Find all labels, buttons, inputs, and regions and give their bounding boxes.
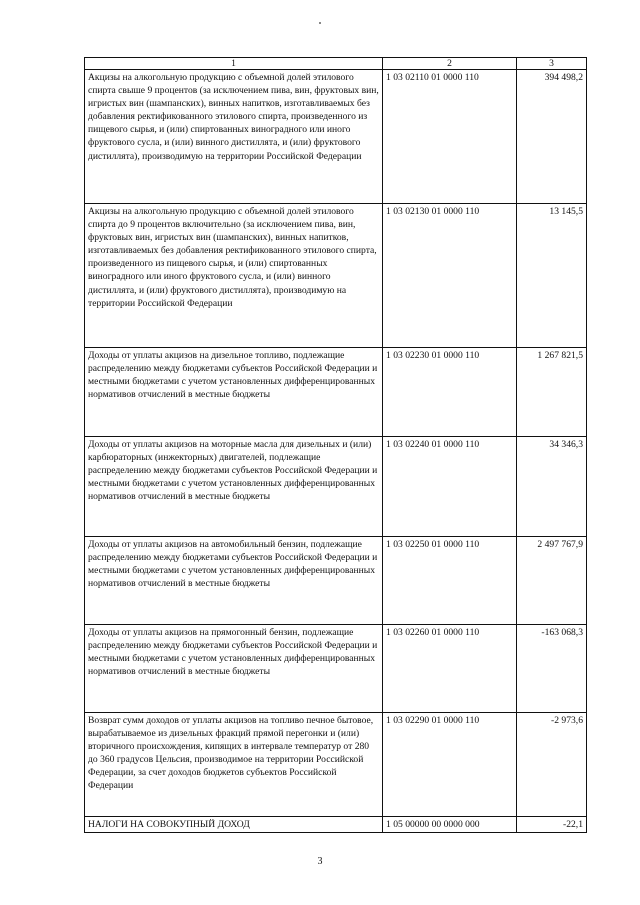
row-amount: 2 497 767,9 [517,537,587,625]
budget-revenue-table [84,57,587,833]
row-budget-code: 1 03 02240 01 0000 110 [383,437,517,537]
row-description: Акцизы на алкогольную продукцию с объемной долей этилового спирта свыше 9 процентов (за исключением пива, вин, фруктовых вин, игристых вин (шампанских), винных напитков, изготавливаемых без добавления ректификованного этилового спирта, произведенного из пищевого сырья, и (или) спиртованных виноградного или иного фруктового сусла, и (или) винного дистиллята, и (или) фруктового дистиллята), производимую на территории Российской Федерации [85,70,383,204]
table-row [85,537,587,625]
row-description: Доходы от уплаты акцизов на прямогонный бензин, подлежащие распределению между бюджетами субъектов Российской Федерации и местными бюджетами с учетом установленных дифференцированных нормативов отчислений в местные бюджеты [85,625,383,713]
table-row [85,70,587,204]
row-description: Возврат сумм доходов от уплаты акцизов на топливо печное бытовое, вырабатываемое из дизельных фракций прямой перегонки и (или) вторичного происхождения, кипящих в интервале температур от 280 до 360 градусов Цельсия, производимое на территории Российской Федерации, за счет доходов бюджетов субъектов Российской Федерации [85,713,383,817]
row-description: Доходы от уплаты акцизов на автомобильный бензин, подлежащие распределению между бюджетами субъектов Российской Федерации и местными бюджетами с учетом установленных дифференцированных нормативов отчислений в местные бюджеты [85,537,383,625]
row-description: НАЛОГИ НА СОВОКУПНЫЙ ДОХОД [85,817,383,833]
row-budget-code: 1 05 00000 00 0000 000 [383,817,517,833]
row-amount: 1 267 821,5 [517,348,587,437]
table-row [85,437,587,537]
table-row [85,713,587,817]
row-budget-code: 1 03 02250 01 0000 110 [383,537,517,625]
table-header-row [85,58,587,70]
column-header-2: 2 [383,58,517,70]
row-amount: -22,1 [517,817,587,833]
row-amount: 394 498,2 [517,70,587,204]
row-description: Доходы от уплаты акцизов на моторные масла для дизельных и (или) карбюраторных (инжекторных) двигателей, подлежащие распределению между бюджетами субъектов Российской Федерации и местными бюджетами с учетом установленных дифференцированных нормативов отчислений в местные бюджеты [85,437,383,537]
row-amount: -2 973,6 [517,713,587,817]
table-row [85,348,587,437]
column-header-3: 3 [517,58,587,70]
table-row [85,204,587,348]
row-budget-code: 1 03 02260 01 0000 110 [383,625,517,713]
table-row [85,625,587,713]
row-amount: 13 145,5 [517,204,587,348]
row-amount: 34 346,3 [517,437,587,537]
row-description: Доходы от уплаты акцизов на дизельное топливо, подлежащие распределению между бюджетами субъектов Российской Федерации и местными бюджетами с учетом установленных дифференцированных нормативов отчислений в местные бюджеты [85,348,383,437]
row-budget-code: 1 03 02230 01 0000 110 [383,348,517,437]
page-number: 3 [317,856,323,867]
row-budget-code: 1 03 02130 01 0000 110 [383,204,517,348]
row-amount: -163 068,3 [517,625,587,713]
row-description: Акцизы на алкогольную продукцию с объемной долей этилового спирта до 9 процентов включительно (за исключением пива, вин, фруктовых вин, игристых вин (шампанских), винных напитков, изготавливаемых без добавления ректификованного этилового спирта, произведенного из пищевого сырья, и (или) спиртованных виноградного или иного фруктового сусла, и (или) винного дистиллята, и (или) фруктового дистиллята), производимую на территории Российской Федерации [85,204,383,348]
row-budget-code: 1 03 02290 01 0000 110 [383,713,517,817]
column-header-1: 1 [85,58,383,70]
scan-speck [319,22,321,24]
table-row [85,817,587,833]
row-budget-code: 1 03 02110 01 0000 110 [383,70,517,204]
